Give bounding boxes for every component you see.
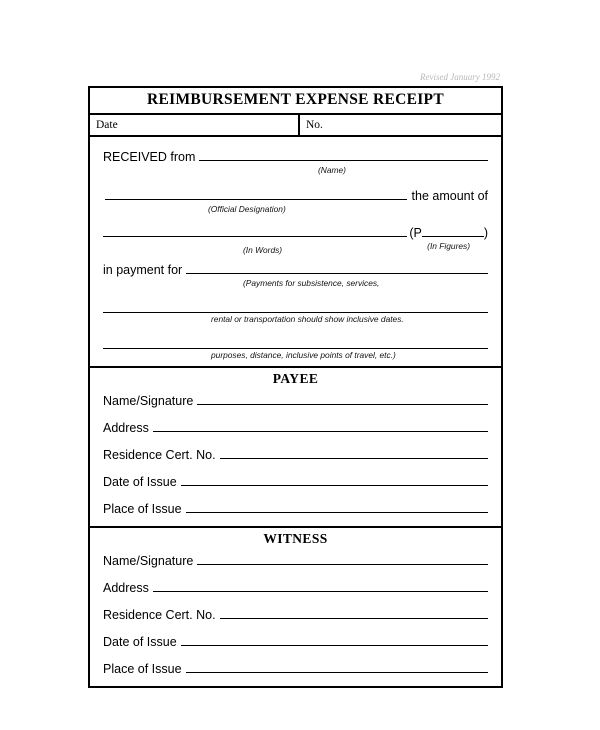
witness-place-of-issue-label: Place of Issue <box>103 662 182 676</box>
received-from-label: RECEIVED from <box>103 150 196 164</box>
in-words-caption: (In Words) <box>243 245 283 255</box>
form-title: REIMBURSEMENT EXPENSE RECEIPT <box>147 91 444 108</box>
date-field[interactable] <box>90 115 300 135</box>
payment-for-label: in payment for <box>103 263 183 277</box>
receipt-body <box>90 137 501 366</box>
payee-address-row <box>103 418 488 435</box>
receipt-number-label: No. <box>306 119 323 131</box>
payment-for-input[interactable] <box>186 260 488 274</box>
witness-residence-cert-label: Residence Cert. No. <box>103 608 216 622</box>
date-label: Date <box>96 119 118 131</box>
witness-name-signature-row <box>103 551 488 568</box>
official-designation-caption: (Official Designation) <box>208 204 286 214</box>
payee-residence-cert-row <box>103 445 488 462</box>
name-caption: (Name) <box>318 165 346 175</box>
witness-date-of-issue-row <box>103 632 488 649</box>
payee-name-signature-label: Name/Signature <box>103 394 194 408</box>
payment-caption-line-1: (Payments for subsistence, services, <box>243 278 380 288</box>
payment-for-input-line-2[interactable] <box>103 299 488 313</box>
payee-place-of-issue-label: Place of Issue <box>103 502 182 516</box>
amount-in-figures-input[interactable] <box>422 223 484 237</box>
paren-close-label: ) <box>483 226 488 240</box>
payee-section <box>90 389 501 526</box>
spacer <box>103 251 488 260</box>
witness-address-input[interactable] <box>153 578 488 592</box>
witness-date-of-issue-input[interactable] <box>181 632 488 646</box>
payee-name-signature-row <box>103 391 488 408</box>
received-from-input[interactable] <box>199 147 488 161</box>
witness-place-of-issue-row <box>103 659 488 676</box>
payee-address-label: Address <box>103 421 149 435</box>
payee-residence-cert-input[interactable] <box>220 445 488 459</box>
witness-residence-cert-input[interactable] <box>220 605 488 619</box>
amount-in-words-input[interactable] <box>103 223 407 237</box>
witness-name-signature-label: Name/Signature <box>103 554 194 568</box>
official-designation-input[interactable] <box>105 186 407 200</box>
spacer <box>103 214 488 223</box>
payment-for-input-line-3[interactable] <box>103 335 488 349</box>
payment-for-row <box>103 260 488 277</box>
amount-row <box>103 223 488 240</box>
witness-residence-cert-row <box>103 605 488 622</box>
payee-date-of-issue-input[interactable] <box>181 472 488 486</box>
payee-section-heading: PAYEE <box>90 366 501 389</box>
witness-name-signature-input[interactable] <box>197 551 488 565</box>
witness-place-of-issue-input[interactable] <box>186 659 488 673</box>
payee-date-of-issue-row <box>103 472 488 489</box>
payment-caption-line-2: rental or transportation should show inclusive dates. <box>211 314 404 324</box>
witness-address-label: Address <box>103 581 149 595</box>
received-from-row <box>103 147 488 164</box>
witness-section-heading: WITNESS <box>90 526 501 549</box>
payee-date-of-issue-label: Date of Issue <box>103 475 177 489</box>
amount-of-label: the amount of <box>411 189 488 203</box>
payee-address-input[interactable] <box>153 418 488 432</box>
title-band <box>90 88 501 115</box>
payee-name-signature-input[interactable] <box>197 391 488 405</box>
receipt-form <box>88 86 503 688</box>
receipt-number-field[interactable] <box>300 115 501 135</box>
witness-section <box>90 549 501 686</box>
date-number-row <box>90 115 501 137</box>
amount-captions <box>103 240 488 255</box>
spacer <box>103 175 488 186</box>
payee-place-of-issue-row <box>103 499 488 516</box>
in-figures-caption: (In Figures) <box>427 241 470 251</box>
payee-place-of-issue-input[interactable] <box>186 499 488 513</box>
witness-address-row <box>103 578 488 595</box>
payment-caption-line-3: purposes, distance, inclusive points of travel, etc.) <box>211 350 396 360</box>
peso-prefix-label: (P <box>409 226 422 240</box>
witness-date-of-issue-label: Date of Issue <box>103 635 177 649</box>
revision-stamp: Revised January 1992 <box>420 72 500 82</box>
payee-residence-cert-label: Residence Cert. No. <box>103 448 216 462</box>
official-designation-row <box>103 186 488 203</box>
